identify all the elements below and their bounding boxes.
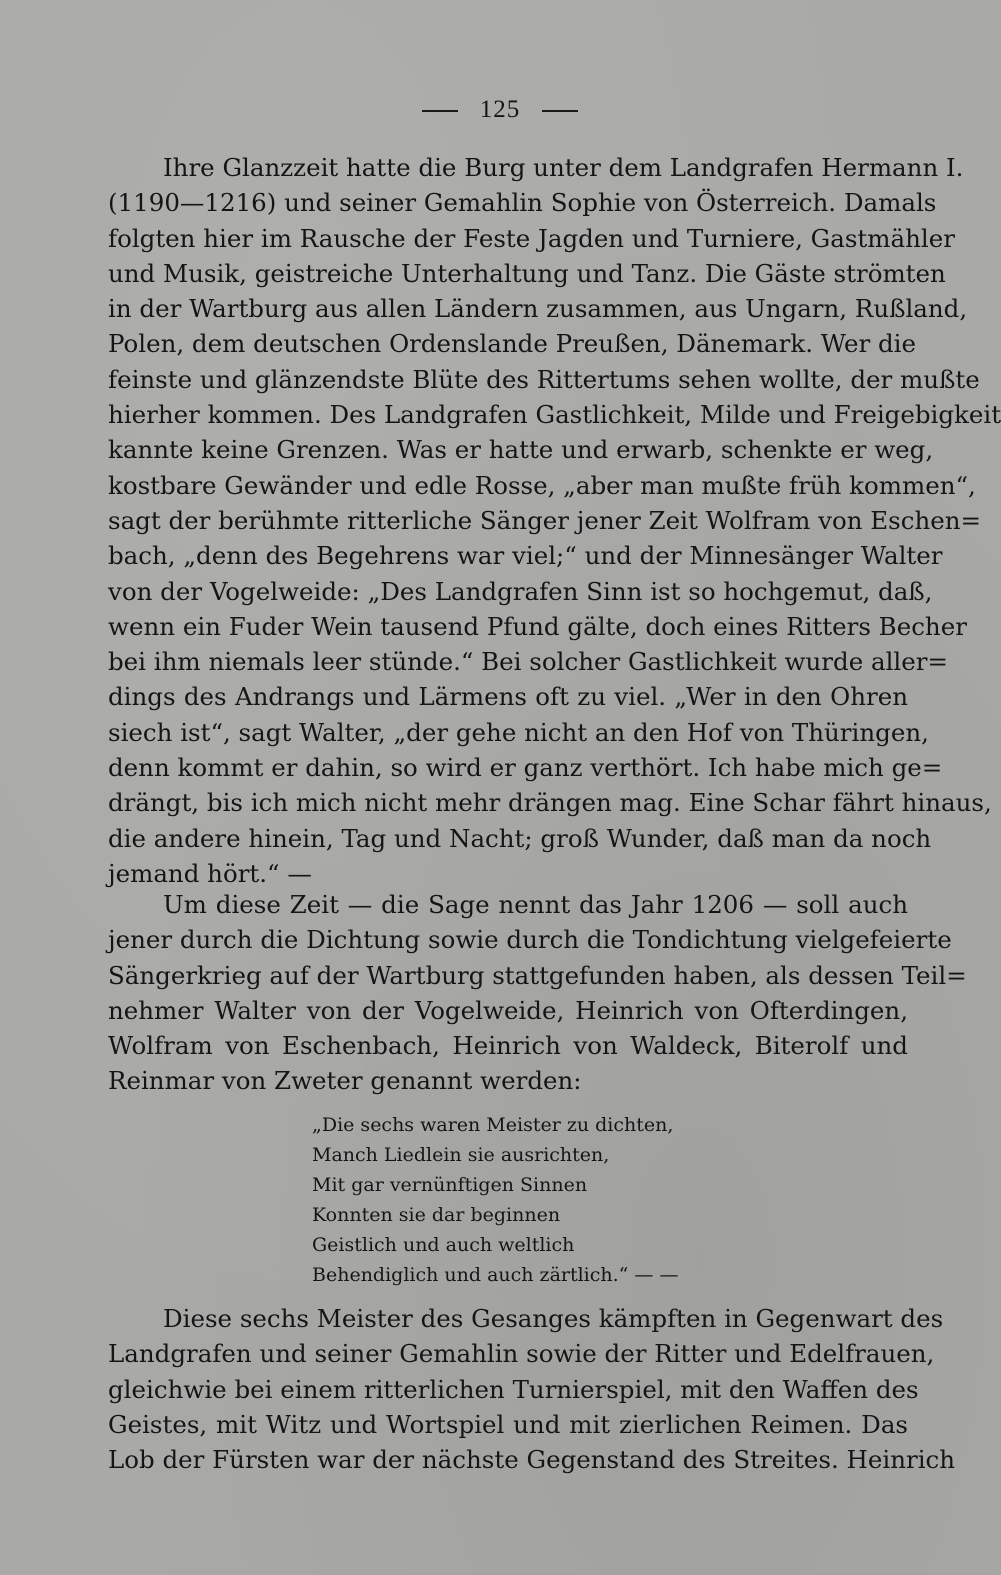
text-line: kostbare Gewänder und edle Rosse, „aber man mußte früh kommen“, xyxy=(108,470,976,500)
text-line: hierher kommen. Des Landgrafen Gastlichkeit, Milde und Freigebigkeit xyxy=(108,400,1001,430)
text-line: Wolfram von Eschenbach, Heinrich von Waldeck, Biterolf und xyxy=(108,1031,908,1061)
text-line: siech ist“, sagt Walter, „der gehe nicht an den Hof von Thüringen, xyxy=(108,717,929,747)
verse-quote xyxy=(312,1110,772,1290)
text-line: Geistes, mit Witz und Wortspiel und mit zierlichen Reimen. Das xyxy=(108,1409,908,1439)
page-number: 125 xyxy=(479,96,521,123)
text-line: Um diese Zeit — die Sage nennt das Jahr 1206 — soll auch xyxy=(163,890,908,919)
text-line: Landgrafen und seiner Gemahlin sowie der Ritter und Edelfrauen, xyxy=(108,1339,935,1369)
text-line: und Musik, geistreiche Unterhaltung und Tanz. Die Gäste strömten xyxy=(108,258,946,288)
verse-line: Mit gar vernünftigen Sinnen xyxy=(312,1174,588,1196)
text-line: kannte keine Grenzen. Was er hatte und erwarb, schenkte er weg, xyxy=(108,435,934,465)
text-line: drängt, bis ich mich nicht mehr drängen mag. Eine Schar fährt hinaus, xyxy=(108,788,992,818)
text-line: (1190—1216) und seiner Gemahlin Sophie von Österreich. Damals xyxy=(108,188,937,218)
text-line: Polen, dem deutschen Ordenslande Preußen, Dänemark. Wer die xyxy=(108,329,916,359)
text-line: dings des Andrangs und Lärmens oft zu viel. „Wer in den Ohren xyxy=(108,682,908,712)
header-dash-left xyxy=(422,110,458,112)
paragraph-3 xyxy=(108,1301,956,1477)
text-line: die andere hinein, Tag und Nacht; groß Wunder, daß man da noch xyxy=(108,823,932,853)
text-line: Diese sechs Meister des Gesanges kämpften in Gegenwart des xyxy=(163,1304,944,1333)
header-dash-right xyxy=(542,110,578,112)
text-line: Sängerkrieg auf der Wartburg stattgefunden haben, als dessen Teil= xyxy=(108,960,967,990)
text-line: bach, „denn des Begehrens war viel;“ und der Minnesänger Walter xyxy=(108,541,943,571)
text-line: feinste und glänzendste Blüte des Rittertums sehen wollte, der mußte xyxy=(108,364,980,394)
text-line: sagt der berühmte ritterliche Sänger jener Zeit Wolfram von Eschen= xyxy=(108,505,982,535)
text-line: jemand hört.“ — xyxy=(108,858,312,888)
text-line: denn kommt er dahin, so wird er ganz verthört. Ich habe mich ge= xyxy=(108,753,943,783)
verse-line: Konnten sie dar beginnen xyxy=(312,1204,561,1226)
text-line: in der Wartburg aus allen Ländern zusammen, aus Ungarn, Rußland, xyxy=(108,294,968,324)
verse-line: Behendiglich und auch zärtlich.“ — — xyxy=(312,1264,679,1286)
text-line: Lob der Fürsten war der nächste Gegenstand des Streites. Heinrich xyxy=(108,1445,956,1475)
paragraph-2 xyxy=(108,887,967,1099)
text-line: Reinmar von Zweter genannt werden: xyxy=(108,1066,582,1096)
text-line: jener durch die Dichtung sowie durch die Tondichtung vielgefeierte xyxy=(108,925,952,955)
verse-line: Manch Liedlein sie ausrichten, xyxy=(312,1144,610,1166)
text-line: nehmer Walter von der Vogelweide, Heinrich von Ofterdingen, xyxy=(108,995,908,1025)
text-line: gleichwie bei einem ritterlichen Turnierspiel, mit den Waffen des xyxy=(108,1374,919,1404)
text-line: von der Vogelweide: „Des Landgrafen Sinn ist so hochgemut, daß, xyxy=(108,576,933,606)
verse-line: „Die sechs waren Meister zu dichten, xyxy=(312,1114,674,1136)
text-line: Ihre Glanzzeit hatte die Burg unter dem Landgrafen Hermann I. xyxy=(163,153,964,182)
verse-line: Geistlich und auch weltlich xyxy=(312,1234,575,1256)
text-line: wenn ein Fuder Wein tausend Pfund gälte, doch eines Ritters Becher xyxy=(108,611,967,641)
page-header xyxy=(0,96,1000,124)
text-line: bei ihm niemals leer stünde.“ Bei solcher Gastlichkeit wurde aller= xyxy=(108,647,948,677)
text-line: folgten hier im Rausche der Feste Jagden und Turniere, Gastmähler xyxy=(108,223,955,253)
paragraph-1 xyxy=(108,150,1001,891)
